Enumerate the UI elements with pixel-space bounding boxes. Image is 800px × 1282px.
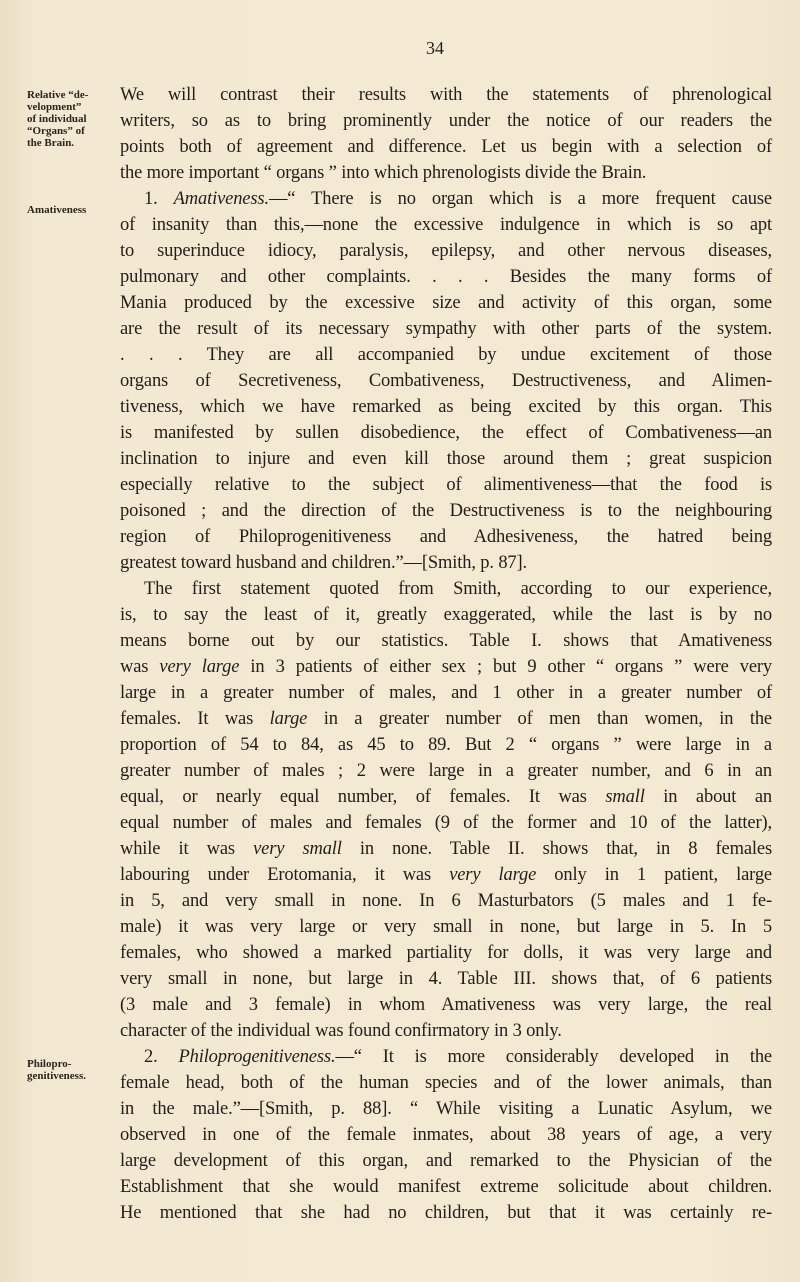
text-segment: —“ It is more considerably developed in the <box>335 1047 772 1067</box>
text-segment: females, who showed a marked partiality for dolls, it was very large and <box>120 943 772 963</box>
text-segment: was <box>120 657 160 677</box>
text-line <box>120 264 772 290</box>
text-segment: writers, so as to bring prominently under the notice of our readers the <box>120 111 772 131</box>
margin-note-line: Relative “de- <box>27 89 89 101</box>
text-line <box>120 914 772 940</box>
text-segment: greatest toward husband and children.”—[Smith, p. 87]. <box>120 553 528 573</box>
text-segment: We will contrast their results with the statements of phrenological <box>120 85 772 105</box>
text-line <box>120 1018 772 1044</box>
text-line <box>120 368 772 394</box>
text-segment: Establishment that she would manifest extreme solicitude about children. <box>120 1177 772 1197</box>
text-line <box>120 1122 772 1148</box>
text-segment: tiveness, which we have remarked as being excited by this organ. This <box>120 397 772 417</box>
text-line <box>120 758 772 784</box>
text-segment: organs of Secretiveness, Combativeness, Destructiveness, and Alimen- <box>120 371 772 391</box>
margin-note-relative-development <box>27 89 117 149</box>
text-segment: (3 male and 3 female) in whom Amativeness was very large, the real <box>120 995 772 1015</box>
text-segment: . . . They are all accompanied by undue excitement of those <box>120 345 772 365</box>
text-line <box>120 420 772 446</box>
italic-text: very large <box>449 865 537 885</box>
text-line <box>120 1070 772 1096</box>
text-segment: in none. Table II. shows that, in 8 females <box>341 839 772 859</box>
margin-note-line: “Organs” of <box>27 125 85 137</box>
italic-text: large <box>269 709 308 729</box>
text-line <box>120 472 772 498</box>
text-segment: very small in none, but large in 4. Table III. shows that, of 6 patients <box>120 969 772 989</box>
text-segment: pulmonary and other complaints. . . . Besides the many forms of <box>120 267 772 287</box>
text-segment: large development of this organ, and remarked to the Physician of the <box>120 1151 772 1171</box>
text-line <box>120 394 772 420</box>
text-line <box>120 212 772 238</box>
text-line <box>120 706 772 732</box>
text-segment: large in a greater number of males, and 1 other in a greater number of <box>120 683 772 703</box>
text-line <box>120 836 772 862</box>
text-segment: 1. <box>144 189 174 209</box>
margin-note-amativeness <box>27 204 117 216</box>
text-line <box>120 966 772 992</box>
text-segment: 2. <box>144 1047 179 1067</box>
text-line <box>120 316 772 342</box>
text-segment: to superinduce idiocy, paralysis, epilepsy, and other nervous diseases, <box>120 241 772 261</box>
italic-text: Philoprogenitiveness. <box>178 1047 336 1067</box>
text-line <box>120 940 772 966</box>
text-segment: means borne out by our statistics. Table I. shows that Amativeness <box>120 631 772 651</box>
text-line <box>120 1044 772 1070</box>
text-segment: in 3 patients of either sex ; but 9 other “ organs ” were very <box>239 657 772 677</box>
text-line <box>120 810 772 836</box>
text-segment: proportion of 54 to 84, as 45 to 89. But 2 “ organs ” were large in a <box>120 735 772 755</box>
text-segment: in 5, and very small in none. In 6 Masturbators (5 males and 1 fe- <box>120 891 772 911</box>
text-segment: is manifested by sullen disobedience, the effect of Combativeness—an <box>120 423 772 443</box>
text-segment: is, to say the least of it, greatly exaggerated, while the last is by no <box>120 605 772 625</box>
text-line <box>120 1174 772 1200</box>
text-segment: while it was <box>120 839 254 859</box>
text-line <box>120 446 772 472</box>
text-line <box>120 1096 772 1122</box>
text-line <box>120 550 772 576</box>
text-segment: in the male.”—[Smith, p. 88]. “ While visiting a Lunatic Asylum, we <box>120 1099 772 1119</box>
text-segment: character of the individual was found confirmatory in 3 only. <box>120 1021 562 1041</box>
text-line <box>120 862 772 888</box>
italic-text: Amativeness. <box>173 189 269 209</box>
text-segment: —“ There is no organ which is a more frequent cause <box>268 189 772 209</box>
margin-note-line: Amativeness <box>27 204 87 216</box>
margin-note-line: velopment” <box>27 101 82 113</box>
text-segment: are the result of its necessary sympathy with other parts of the system. <box>120 319 772 339</box>
text-segment: region of Philoprogenitiveness and Adhesiveness, the hatred being <box>120 527 772 547</box>
text-segment: observed in one of the female inmates, about 38 years of age, a very <box>120 1125 772 1145</box>
text-line <box>120 1200 772 1226</box>
text-segment: poisoned ; and the direction of the Destructiveness is to the neighbouring <box>120 501 772 521</box>
text-line <box>120 654 772 680</box>
text-line <box>120 680 772 706</box>
page-number: 34 <box>426 38 444 58</box>
text-line <box>120 238 772 264</box>
text-line <box>120 602 772 628</box>
italic-text: small <box>605 787 645 807</box>
text-segment: only in 1 patient, large <box>536 865 772 885</box>
text-segment: of insanity than this,—none the excessive indulgence in which is so apt <box>120 215 772 235</box>
text-line <box>120 342 772 368</box>
italic-text: very small <box>253 839 342 859</box>
text-line <box>120 108 772 134</box>
text-segment: points both of agreement and difference. Let us begin with a selection of <box>120 137 772 157</box>
margin-note-line: Philopro- <box>27 1058 72 1070</box>
text-line <box>120 160 772 186</box>
text-line <box>120 134 772 160</box>
text-line <box>120 732 772 758</box>
text-segment: equal, or nearly equal number, of females. It was <box>120 787 606 807</box>
text-line <box>120 290 772 316</box>
text-line <box>120 628 772 654</box>
body-text <box>120 82 772 1226</box>
text-segment: especially relative to the subject of alimentiveness—that the food is <box>120 475 772 495</box>
text-segment: equal number of males and females (9 of the former and 10 of the latter), <box>120 813 772 833</box>
margin-note-philoprogenitiveness <box>27 1058 117 1082</box>
text-line <box>120 82 772 108</box>
text-line <box>120 1148 772 1174</box>
text-segment: The first statement quoted from Smith, according to our experience, <box>144 579 772 599</box>
text-segment: greater number of males ; 2 were large in a greater number, and 6 in an <box>120 761 772 781</box>
margin-note-line: genitiveness. <box>27 1070 86 1082</box>
text-line <box>120 888 772 914</box>
text-line <box>120 186 772 212</box>
text-segment: in about an <box>644 787 772 807</box>
text-line <box>120 498 772 524</box>
text-segment: the more important “ organs ” into which phrenologists divide the Brain. <box>120 163 647 183</box>
text-segment: female head, both of the human species and of the lower animals, than <box>120 1073 772 1093</box>
margin-note-line: of individual <box>27 113 87 125</box>
text-segment: male) it was very large or very small in none, but large in 5. In 5 <box>120 917 772 937</box>
text-segment: He mentioned that she had no children, but that it was certainly re- <box>120 1203 772 1223</box>
text-segment: Mania produced by the excessive size and activity of this organ, some <box>120 293 772 313</box>
text-segment: females. It was <box>120 709 270 729</box>
text-segment: labouring under Erotomania, it was <box>120 865 450 885</box>
margin-note-line: the Brain. <box>27 137 75 149</box>
text-segment: in a greater number of men than women, in the <box>307 709 772 729</box>
text-line <box>120 576 772 602</box>
text-line <box>120 784 772 810</box>
text-segment: inclination to injure and even kill those around them ; great suspicion <box>120 449 772 469</box>
italic-text: very large <box>159 657 240 677</box>
text-line <box>120 992 772 1018</box>
text-line <box>120 524 772 550</box>
